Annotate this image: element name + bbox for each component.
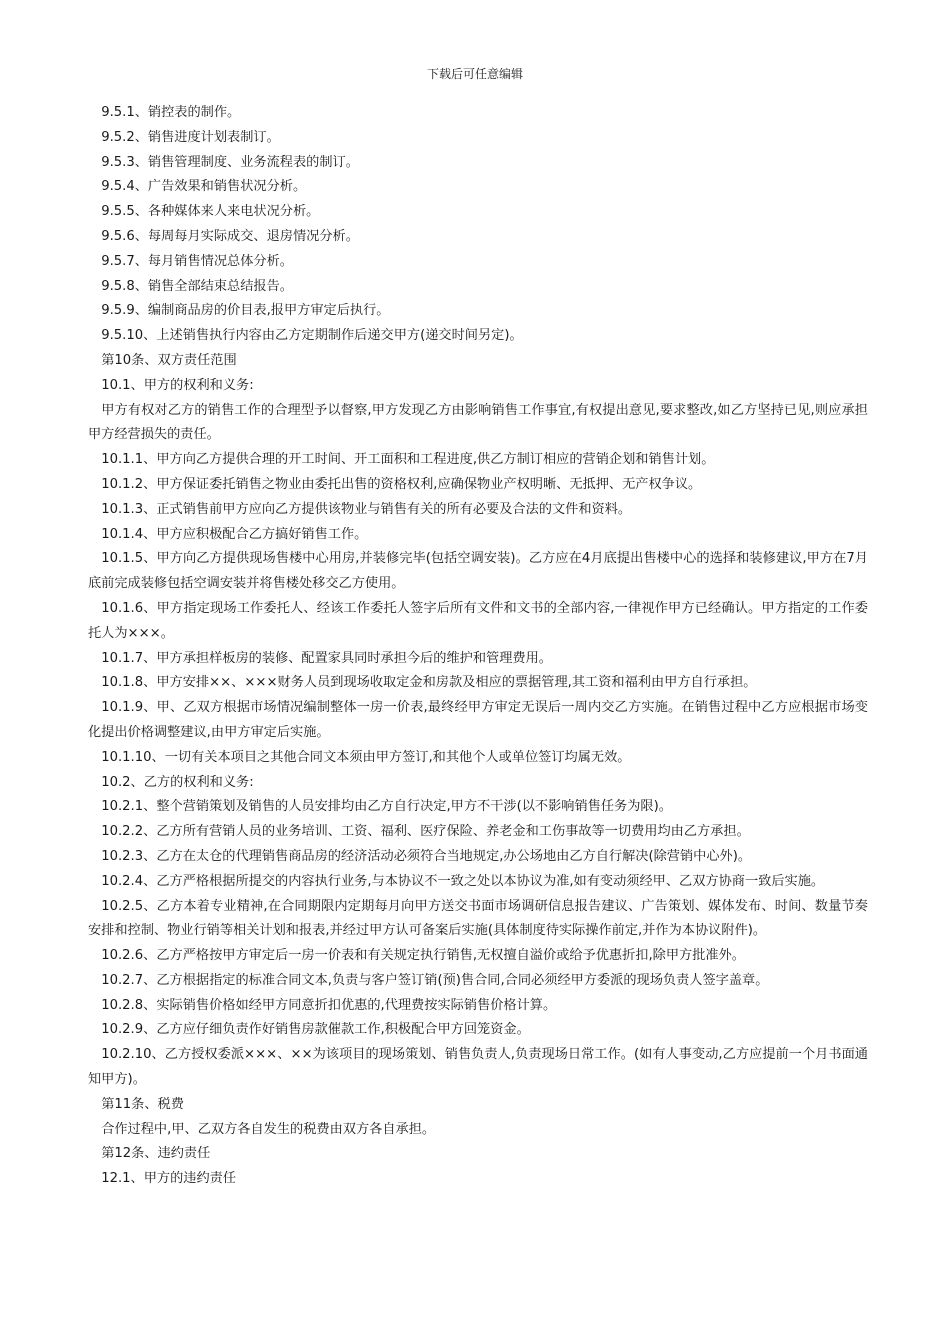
- clause-9-5-4: 9.5.4、广告效果和销售状况分析。: [101, 179, 307, 195]
- clause-10-1-10: 10.1.10、一切有关本项目之其他合同文本须由甲方签订,和其他个人或单位签订均属无效。: [101, 749, 631, 765]
- clause-10-1-7: 10.1.7、甲方承担样板房的装修、配置家具同时承担今后的维护和管理费用。: [101, 650, 552, 666]
- clause-10-1-3: 10.1.3、正式销售前甲方应向乙方提供该物业与销售有关的所有必要及合法的文件和资料。: [101, 501, 632, 517]
- clause-10-1-6: 10.1.6、甲方指定现场工作委托人、经该工作委托人签字后所有文件和文书的全部内容,一律视作甲方已经确认。甲方指定的工作委托人为×××。: [88, 600, 868, 641]
- clause-10-2-3: 10.2.3、乙方在太仓的代理销售商品房的经济活动必须符合当地规定,办公场地由乙方自行解决(除营销中心外)。: [101, 848, 752, 864]
- article-10-heading: 第10条、双方责任范围: [101, 352, 237, 368]
- clause-9-5-7: 9.5.7、每月销售情况总体分析。: [101, 253, 293, 269]
- clause-10-2-4: 10.2.4、乙方严格根据所提交的内容执行业务,与本协议不一致之处以本协议为准,如有变动须经甲、乙双方协商一致后实施。: [101, 873, 825, 889]
- clause-9-5-9: 9.5.9、编制商品房的价目表,报甲方审定后执行。: [101, 303, 390, 319]
- article-12-heading: 第12条、违约责任: [101, 1146, 211, 1162]
- article-11-body: 合作过程中,甲、乙双方各自发生的税费由双方各自承担。: [101, 1121, 436, 1137]
- document-body: [88, 101, 868, 1192]
- clause-9-5-2: 9.5.2、销售进度计划表制订。: [101, 129, 280, 145]
- clause-10-2-7: 10.2.7、乙方根据指定的标准合同文本,负责与客户签订销(预)售合同,合同必须经甲方委派的现场负责人签字盖章。: [101, 972, 769, 988]
- clause-9-5-6: 9.5.6、每周每月实际成交、退房情况分析。: [101, 228, 359, 244]
- clause-9-5-3: 9.5.3、销售管理制度、业务流程表的制订。: [101, 154, 359, 170]
- clause-9-5-1: 9.5.1、销控表的制作。: [101, 105, 241, 120]
- page-header: 下载后可任意编辑: [426, 67, 523, 81]
- clause-10-2-8: 10.2.8、实际销售价格如经甲方同意折扣优惠的,代理费按实际销售价格计算。: [101, 997, 557, 1013]
- clause-9-5-8: 9.5.8、销售全部结束总结报告。: [101, 278, 293, 294]
- clause-12-1-heading: 12.1、甲方的违约责任: [101, 1171, 237, 1187]
- clause-9-5-5: 9.5.5、各种媒体来人来电状况分析。: [101, 204, 320, 220]
- clause-10-2-1: 10.2.1、整个营销策划及销售的人员安排均由乙方自行决定,甲方不干涉(以不影响销售任务为限)。: [101, 799, 672, 815]
- clause-10-1-1: 10.1.1、甲方向乙方提供合理的开工时间、开工面积和工程进度,供乙方制订相应的营销企划和销售计划。: [101, 452, 715, 468]
- clause-10-1-8: 10.1.8、甲方安排××、×××财务人员到现场收取定金和房款及相应的票据管理,其工资和福利由甲方自行承担。: [101, 675, 757, 691]
- clause-10-2-2: 10.2.2、乙方所有营销人员的业务培训、工资、福利、医疗保险、养老金和工伤事故等一切费用均由乙方承担。: [101, 824, 750, 840]
- clause-10-1-5: 10.1.5、甲方向乙方提供现场售楼中心用房,并装修完毕(包括空调安装)。乙方应在4月底提出售楼中心的选择和装修建议,甲方在7月底前完成装修包括空调安装并将售楼处移交乙方使用。: [88, 551, 868, 592]
- clause-10-2-9: 10.2.9、乙方应仔细负责作好销售房款催款工作,积极配合甲方回笼资金。: [101, 1022, 530, 1038]
- clause-10-1-4: 10.1.4、甲方应积极配合乙方搞好销售工作。: [101, 526, 368, 542]
- clause-9-5-10: 9.5.10、上述销售执行内容由乙方定期制作后递交甲方(递交时间另定)。: [101, 328, 523, 344]
- clause-10-2-6: 10.2.6、乙方严格按甲方审定后一房一价表和有关规定执行销售,无权擅自溢价或给予优惠折扣,除甲方批准外。: [101, 948, 745, 964]
- clause-10-2-5: 10.2.5、乙方本着专业精神,在合同期限内定期每月向甲方送交书面市场调研信息报告建议、广告策划、媒体发布、时间、数量节奏安排和控制、物业行销等相关计划和报表,并经过甲方认可备案后实施(具体制度待实际操作前定,并作为本协议附件)。: [88, 898, 868, 939]
- clause-10-1-heading: 10.1、甲方的权利和义务:: [101, 377, 254, 393]
- clause-10-1-2: 10.1.2、甲方保证委托销售之物业由委托出售的资格权利,应确保物业产权明晰、无抵押、无产权争议。: [101, 476, 702, 492]
- clause-10-2-heading: 10.2、乙方的权利和义务:: [101, 774, 254, 790]
- clause-10-2-10: 10.2.10、乙方授权委派×××、××为该项目的现场策划、销售负责人,负责现场日常工作。(如有人事变动,乙方应提前一个月书面通知甲方)。: [88, 1047, 868, 1088]
- clause-10-1-intro: 甲方有权对乙方的销售工作的合理型予以督察,甲方发现乙方由影响销售工作事宜,有权提出意见,要求整改,如乙方坚持已见,则应承担甲方经营损失的责任。: [88, 402, 868, 443]
- article-11-heading: 第11条、税费: [101, 1096, 184, 1112]
- clause-10-1-9: 10.1.9、甲、乙双方根据市场情况编制整体一房一价表,最终经甲方审定无误后一周内交乙方实施。在销售过程中乙方应根据市场变化提出价格调整建议,由甲方审定后实施。: [88, 700, 868, 740]
